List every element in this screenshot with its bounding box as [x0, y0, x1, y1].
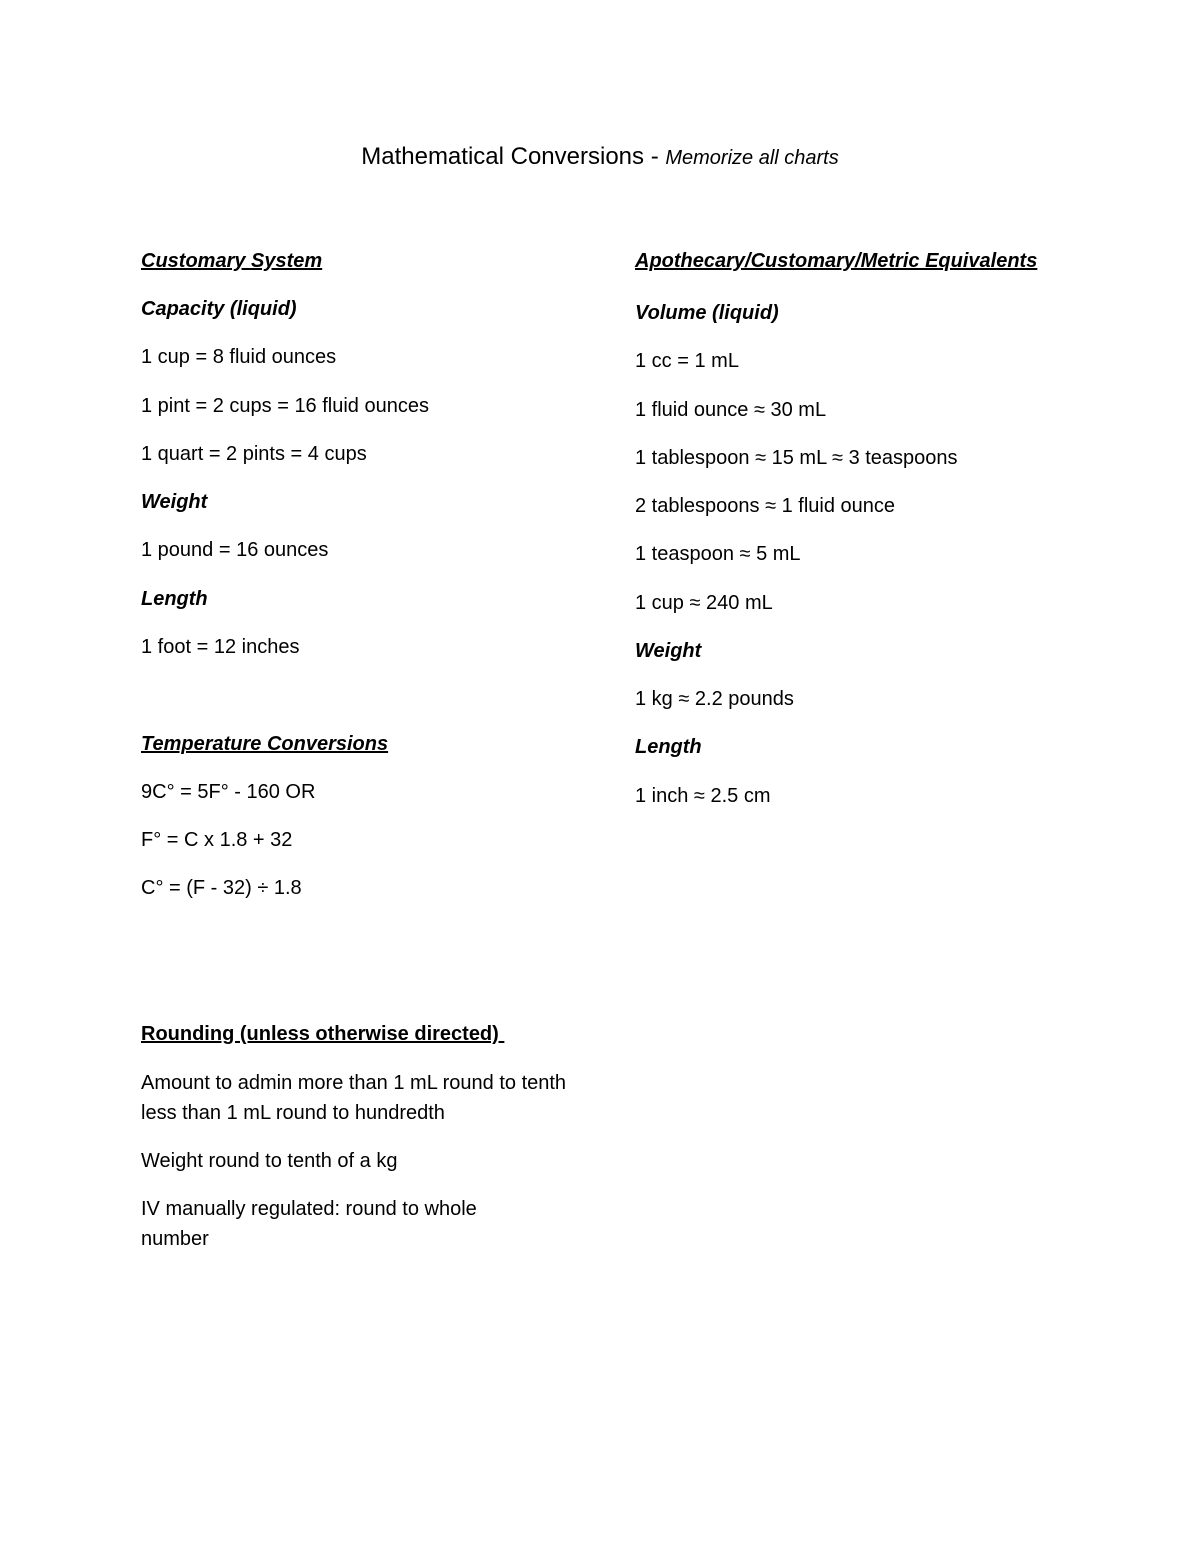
volume-item: 2 tablespoons ≈ 1 fluid ounce	[635, 495, 896, 517]
customary-section	[141, 0, 601, 1553]
length-item: 1 foot = 12 inches	[141, 636, 300, 658]
eq-weight-heading: Weight	[635, 640, 702, 662]
volume-item: 1 teaspoon ≈ 5 mL	[635, 543, 801, 565]
equivalents-heading: Apothecary/Customary/Metric Equivalents	[635, 250, 1038, 272]
rounding-item: Weight round to tenth of a kg	[141, 1150, 398, 1172]
rounding-heading: Rounding (unless otherwise directed)	[141, 1023, 505, 1045]
capacity-item: 1 quart = 2 pints = 4 cups	[141, 443, 367, 465]
volume-item: 1 cc = 1 mL	[635, 350, 739, 372]
weight-item: 1 pound = 16 ounces	[141, 539, 329, 561]
capacity-item: 1 cup = 8 fluid ounces	[141, 346, 337, 368]
temperature-item: C° = (F - 32) ÷ 1.8	[141, 877, 302, 899]
rounding-item: IV manually regulated: round to whole number	[141, 1198, 477, 1250]
eq-length-item: 1 inch ≈ 2.5 cm	[635, 785, 771, 807]
weight-heading: Weight	[141, 491, 208, 513]
rounding-item: Amount to admin more than 1 mL round to tenth less than 1 mL round to hundredth	[141, 1072, 567, 1124]
equivalents-section	[635, 0, 1155, 1553]
eq-length-heading: Length	[635, 736, 702, 758]
customary-heading: Customary System	[141, 250, 323, 272]
capacity-item: 1 pint = 2 cups = 16 fluid ounces	[141, 395, 429, 417]
volume-item: 1 fluid ounce ≈ 30 mL	[635, 399, 827, 421]
capacity-heading: Capacity (liquid)	[141, 298, 297, 320]
title-subtitle: Memorize all charts	[665, 147, 839, 169]
eq-weight-item: 1 kg ≈ 2.2 pounds	[635, 688, 794, 710]
volume-item: 1 cup ≈ 240 mL	[635, 592, 773, 614]
title-main: Mathematical Conversions -	[361, 143, 666, 170]
length-heading: Length	[141, 588, 208, 610]
temperature-item: 9C° = 5F° - 160 OR	[141, 781, 316, 803]
volume-item: 1 tablespoon ≈ 15 mL ≈ 3 teaspoons	[635, 447, 958, 469]
temperature-heading: Temperature Conversions	[141, 733, 389, 755]
volume-heading: Volume (liquid)	[635, 302, 779, 324]
temperature-item: F° = C x 1.8 + 32	[141, 829, 293, 851]
